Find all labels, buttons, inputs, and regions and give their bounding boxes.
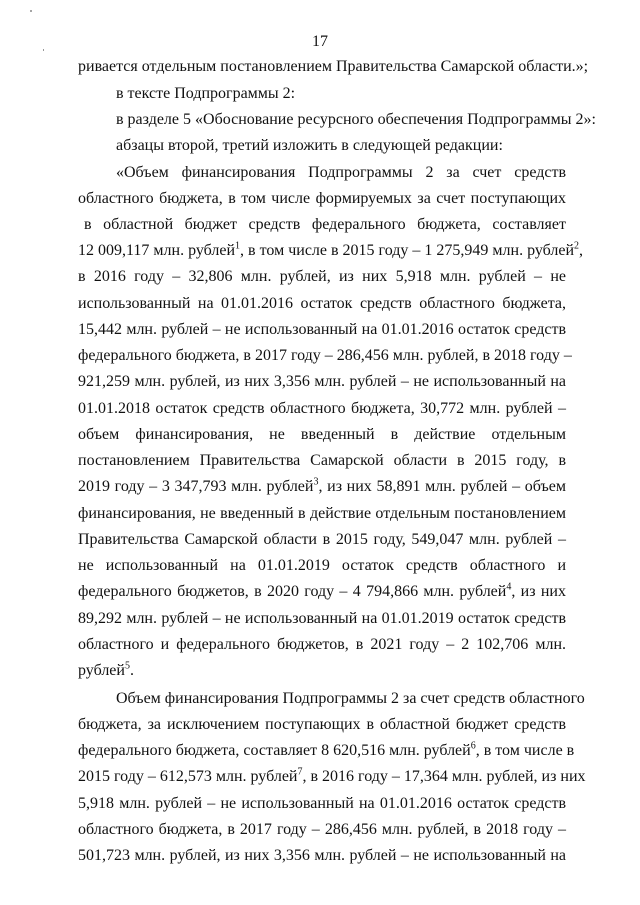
text-line: федерального бюджета, в 2017 году – 286,456 млн. рублей, в 2018 году – — [78, 347, 572, 364]
text-line: Объем финансирования Подпрограммы 2 за счет средств областного — [116, 690, 585, 707]
text-line: областного бюджета, в 2017 году – 286,456 млн. рублей, в 2018 году – — [78, 821, 566, 838]
text-line: 501,723 млн. рублей, из них 3,356 млн. рублей – не использованный на — [78, 847, 566, 864]
text-line: в разделе 5 «Обоснование ресурсного обеспечения Подпрограммы 2»: — [116, 111, 596, 128]
text-line — [78, 662, 134, 680]
text-line — [78, 583, 566, 601]
text-line: использованный на 01.01.2016 остаток средств областного бюджета, — [78, 295, 566, 312]
text-line — [78, 740, 575, 760]
text-run: 12 009,117 млн. рублей — [78, 242, 236, 259]
text-line: постановлением Правительства Самарской области в 2015 году, в — [78, 452, 566, 469]
text-line: финансирования, не введенный в действие отдельным постановлением — [78, 505, 566, 522]
text-line: 01.01.2018 остаток средств областного бюджета, 30,772 млн. рублей – — [78, 400, 566, 417]
text-run: , — [579, 242, 584, 259]
scan-speck — [43, 49, 44, 51]
text-line: абзацы второй, третий изложить в следующей редакции: — [116, 137, 503, 154]
text-line: Правительства Самарской области в 2015 году, 549,047 млн. рублей – — [78, 531, 566, 548]
text-run: , в том числе в — [475, 742, 575, 759]
page-number: 17 — [312, 33, 328, 50]
text-run: , из них 58,891 млн. рублей – объем — [318, 478, 567, 495]
text-run: 2019 году – 3 347,793 млн. рублей — [78, 478, 314, 495]
text-run: федерального бюджета, составляет 8 620,516 млн. рублей — [78, 742, 471, 759]
text-line — [78, 766, 586, 786]
text-line: бюджета, за исключением поступающих в областной бюджет средств — [78, 716, 566, 733]
text-line: 89,292 млн. рублей – не использованный на 01.01.2019 остаток средств — [78, 610, 566, 627]
text-line: в тексте Подпрограммы 2: — [116, 85, 296, 102]
text-line: в областной бюджет средств федерального бюджета, составляет — [84, 216, 566, 233]
text-line: 15,442 млн. рублей – не использованный на 01.01.2016 остаток средств — [78, 321, 566, 338]
footnote-ref: 1 — [235, 240, 241, 252]
text-line: «Объем финансирования Подпрограммы 2 за счет средств — [116, 164, 566, 181]
footnote-ref: 6 — [470, 740, 476, 752]
text-run: рублей — [78, 662, 125, 679]
footnote-ref: 5 — [124, 660, 130, 672]
footnote-ref: 3 — [313, 476, 319, 488]
scan-speck — [30, 10, 32, 12]
text-line: объем финансирования, не введенный в действие отдельным — [78, 426, 566, 443]
text-line: в 2016 году – 32,806 млн. рублей, из них 5,918 млн. рублей – не — [78, 268, 566, 285]
text-line: областного бюджета, в том числе формируемых за счет поступающих — [78, 190, 566, 207]
text-run: , из них — [511, 583, 566, 600]
text-run: 2015 году – 612,573 млн. рублей — [78, 768, 298, 785]
footnote-ref: 2 — [574, 240, 580, 252]
text-line — [78, 240, 584, 260]
text-line: ривается отдельным постановлением Правительства Самарской области.»; — [78, 58, 589, 75]
text-line: 5,918 млн. рублей – не использованный на 01.01.2016 остаток средств — [78, 795, 566, 812]
text-run: , в том числе в 2015 году – 1 275,949 млн. рублей — [240, 242, 575, 259]
text-run: . — [129, 662, 134, 679]
footnote-ref: 4 — [506, 581, 512, 593]
text-line: областного и федерального бюджетов, в 2021 году – 2 102,706 млн. — [78, 636, 566, 653]
text-line: 921,259 млн. рублей, из них 3,356 млн. рублей – не использованный на — [78, 373, 566, 390]
text-run: , в 2016 году – 17,364 млн. рублей, из них — [302, 768, 586, 785]
text-line — [78, 478, 566, 496]
footnote-ref: 7 — [297, 766, 303, 778]
text-line: не использованный на 01.01.2019 остаток средств областного и — [78, 557, 566, 574]
text-run: федерального бюджетов, в 2020 году – 4 794,866 млн. рублей — [78, 583, 507, 600]
